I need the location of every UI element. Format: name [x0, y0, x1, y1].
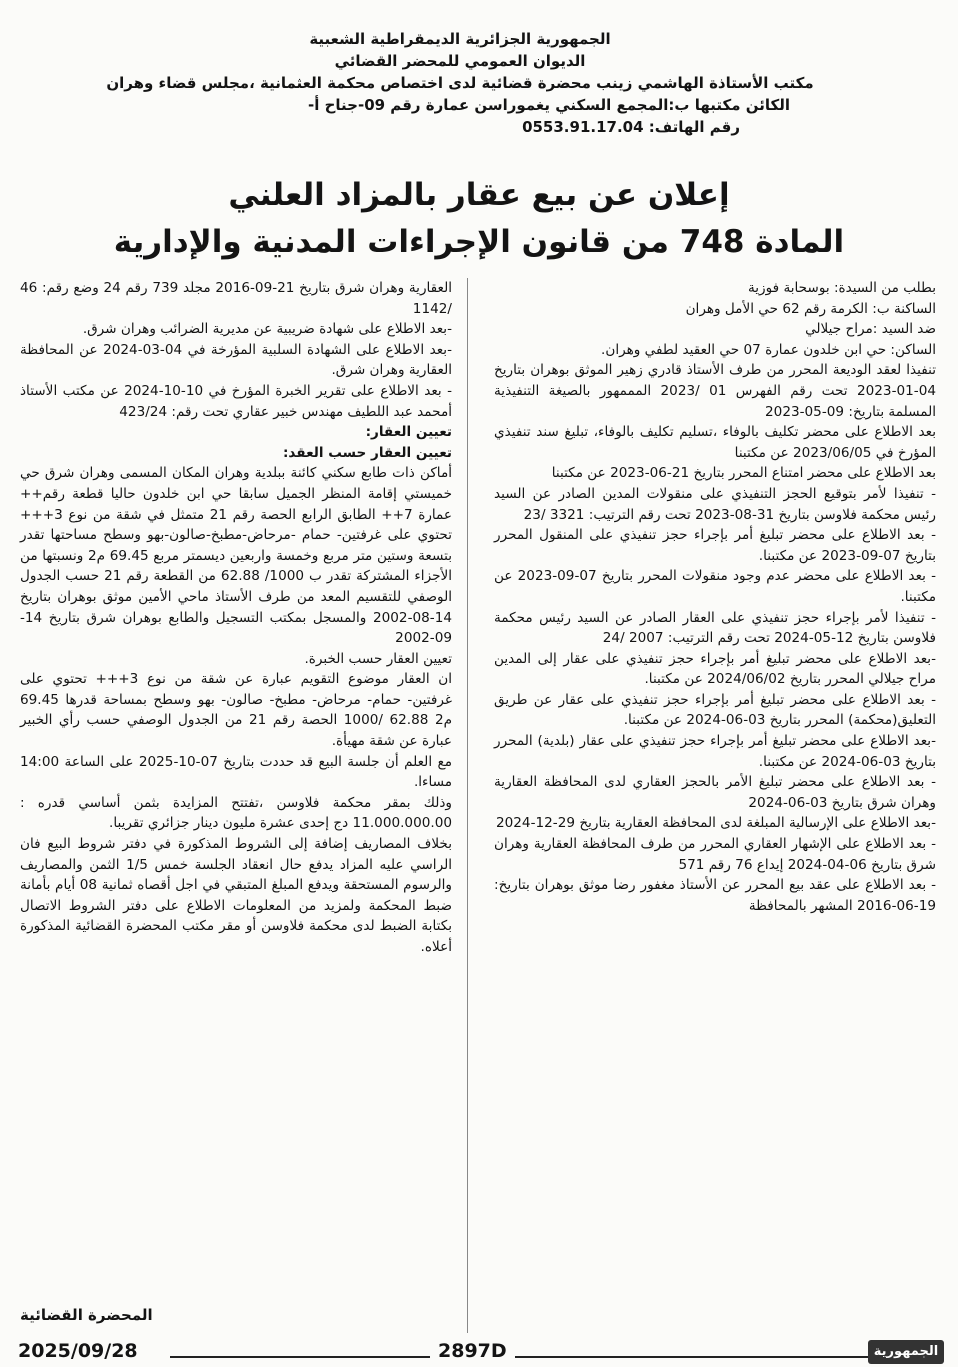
paragraph: - بعد الاطلاع على عقد بيع المحرر عن الأستاذ مغفور رضا موثق بوهران بتاريخ: 19-06-2016 المشهر بالمحافظة — [494, 877, 936, 914]
paragraph: بعد الاطلاع على محضر تكليف بالوفاء ،تسليم تكليف بالوفاء، تبليغ سند تنفيذي المؤرخ في 2023/06/05 عن مكتبنا — [494, 424, 936, 461]
paragraph: ضد السيد :مراح جيلالي — [805, 321, 936, 338]
header-bailiff: مكتب الأستاذة الهاشمي زينب محضرة قضائية لدى اختصاص محكمة العثمانية ،مجلس قضاء وهران — [106, 74, 814, 92]
header-office: الديوان العمومي للمحضر القضائي — [334, 52, 586, 70]
paragraph: الساكن: حي ابن خلدون عمارة 07 حي العقيد لطفي وهران. — [601, 341, 936, 358]
paragraph: - تنفيذا لأمر بتوقيع الحجز التنفيذي على منقولات المدين الصادر عن السيد رئيس محكمة فلاوسن بتاريخ 31-08-2023 تحت رقم الترتيب: 3321 /23 — [494, 485, 936, 523]
title-line-1: إعلان عن بيع عقار بالمزاد العلني — [228, 177, 730, 213]
header-address: الكائن مكتبها ب:المجمع السكني يغموراسن عمارة رقم 09-جناح أ- — [308, 96, 790, 114]
paragraph: - بعد الاطلاع على محضر تبليغ أمر بإجراء حجز تنفيذي على عقار عن طريق التعليق(محكمة) المحرر بتاريخ 03-06-2024 عن مكتبنا. — [494, 691, 936, 729]
paragraph: - بعد الاطلاع على تقرير الخبرة المؤرخ في 10-10-2024 عن مكتب الأستاذ أمحمد عبد اللطيف مهندس خبير عقاري تحت رقم: 423/24 — [20, 382, 452, 420]
header-republic: الجمهورية الجزائرية الديمقراطية الشعبية — [309, 30, 611, 48]
paragraph: بطلب من السيدة: بوسحابة فوزية — [747, 280, 936, 296]
paragraph: -بعد الاطلاع على محضر تبليغ أمر بإجراء حجز تنفيذي على عقار إلى المدين مراح جيلالي المحرر بتاريخ 2024/06/02 عن مكتبنا. — [494, 650, 936, 688]
paragraph: -بعد الاطلاع على شهادة ضريبية عن مديرية الضرائب وهران شرق. — [82, 321, 452, 338]
paragraph: -بعد الاطلاع على الإرسالية المبلغة لدى المحافظة العقارية بتاريخ 29-12-2024 — [495, 815, 936, 832]
title-line-2: المادة 748 من قانون الإجراءات المدنية والإدارية — [113, 224, 845, 260]
paragraph: تنفيذا لعقد الوديعة المحرر من طرف الأستاذ قادري زهير الموثق بوهران بتاريخ 04-01-2023 تحت رقم الفهرس 01 /2023 المممهور بالصيغة التنفيذية المسلمة بتاريخ: 09-05-2023 — [494, 362, 936, 420]
paragraph: بعد الاطلاع على محضر امتناع المحرر بتاريخ 21-06-2023 عن مكتبنا — [551, 465, 936, 482]
paragraph: وذلك بمقر محكمة فلاوسن ،تفتتح المزايدة بثمن أساسي قدره : 11.000.000.00 دج إحدى عشرة مليون دينار جزائري تقريبا. — [20, 794, 452, 832]
paragraph: العقارية وهران شرق بتاريخ 21-09-2016 مجلد 739 رقم 24 وضع رقم: 46 /1142 — [20, 280, 453, 317]
right-column — [494, 278, 936, 916]
left-column — [20, 278, 452, 958]
paragraph: - بعد الاطلاع على الإشهار العقاري المحرر من طرف المحافظة العقارية وهران شرق بتاريخ 06-04-2024 إيداع 76 رقم 571 — [494, 836, 936, 873]
paragraph: بخلاف المصاريف إضافة إلى الشروط المذكورة في دفتر شروط البيع فان الراسي عليه المزاد يدفع حال انعقاد الجلسة خمس 1/5 الثمن والمصاريف والرسوم المستحقة ويدفع المبلغ المتبقي في اجل أقصاه ثمانية 08 أيام بأمانة ضبط المحكمة ولمزيد من المعلومات الاطلاع على دفتر الشروط الاتصال بكتابة الضبط لدى محكمة فلاوسن أو مقر مكتب المحضرة القضائية المذكورة أعلاه. — [20, 836, 453, 955]
paragraph: - تنفيذا لأمر بإجراء حجز تنفيذي على العقار الصادر عن السيد رئيس محكمة فلاوسن بتاريخ 12-05-2024 تحت رقم الترتيب: 2007 /24 — [494, 609, 936, 647]
paragraph: - بعد الاطلاع على محضر تبليغ أمر بإجراء حجز تنفيذي على المنقول المحرر بتاريخ 07-09-2023 عن مكتبنا. — [494, 527, 936, 564]
section-heading: تعيين العقار: — [365, 424, 452, 441]
office-header — [100, 28, 820, 138]
paragraph: -بعد الاطلاع على محضر تبليغ أمر بإجراء حجز تنفيذي على عقار (بلدية) المحرر بتاريخ 03-06-2024 عن مكتبنا. — [494, 733, 936, 770]
paragraph: تعيين العقار حسب الخبرة. — [304, 650, 452, 667]
paragraph: مع العلم أن جلسة البيع قد حددت بتاريخ 07-10-2025 على الساعة 14:00 مساءا. — [20, 753, 452, 791]
header-phone: رقم الهاتف: 0553.91.17.04 — [522, 118, 740, 136]
paragraph: -بعد الاطلاع على الشهادة السلبية المؤرخة في 04-03-2024 عن المحافظة العقارية وهران شرق. — [20, 341, 452, 379]
paragraph: - بعد الاطلاع على محضر تبليغ الأمر بالحجز العقاري لدى المحافظة العقارية وهران شرق بتاريخ 03-06-2024 — [494, 774, 936, 811]
signature: المحضرة القضائية — [20, 1306, 153, 1324]
newspaper-logo: الجمهورية — [868, 1340, 944, 1364]
issue-date: 2025/09/28 — [18, 1340, 138, 1362]
page-code: 2897D — [430, 1340, 515, 1362]
paragraph: - بعد الاطلاع على محضر عدم وجود منقولات المحرر بتاريخ 07-09-2023 عن مكتبنا. — [494, 568, 936, 605]
announcement-title — [20, 172, 938, 266]
paragraph: ان العقار موضوع التقويم عبارة عن شقة من نوع 3+++ تحتوي على غرفتين- حمام- مرحاض- مطبخ- صالون- بهو وسطح بمساحة قدرها 69.45 م2 62.88 /1000 الحصة رقم 21 من الجدول الوصفي حسب رأي الخبير عبارة عن شقة مهيأة. — [20, 671, 453, 750]
footer-rule — [170, 1356, 870, 1358]
paragraph: أماكن ذات طابع سكني كائنة ببلدية وهران المكان المسمى وهران شرق حي خميستي إقامة المنظر الجميل سابقا حي ابن خلدون حاليا قطعة رقم++ عمارة 7++ الطابق الرابع الحصة رقم 21 متمثل في شقة من نوع 3+++ تحتوي على غرفتين- حمام -مرحاض-مطبخ-صالون-بهو وسطح مساحتها تقدر بتسعة وستين متر مربع وخمسة واربعين ديسمتر مربع 69.45 م2 ونسبتها من الأجزاء المشتركة تقدر ب 1000/ 62.88 من القطعة رقم 21 حسب الجدول الوصفي للتقسيم المعد من طرف الأستاذ ماحي الأمين موثق بوهران بتاريخ 14-08-2002 والمسجل بمكتب التسجيل والطابع بوهران شرق بتاريخ 14-09-2002 — [20, 465, 453, 647]
column-divider — [467, 278, 468, 1333]
page-footer — [0, 1336, 958, 1367]
section-subheading: تعيين العقار حسب العقد: — [283, 444, 452, 461]
paragraph: الساكنة ب: الكرمة رقم 62 حي الأمل وهران — [685, 300, 936, 317]
